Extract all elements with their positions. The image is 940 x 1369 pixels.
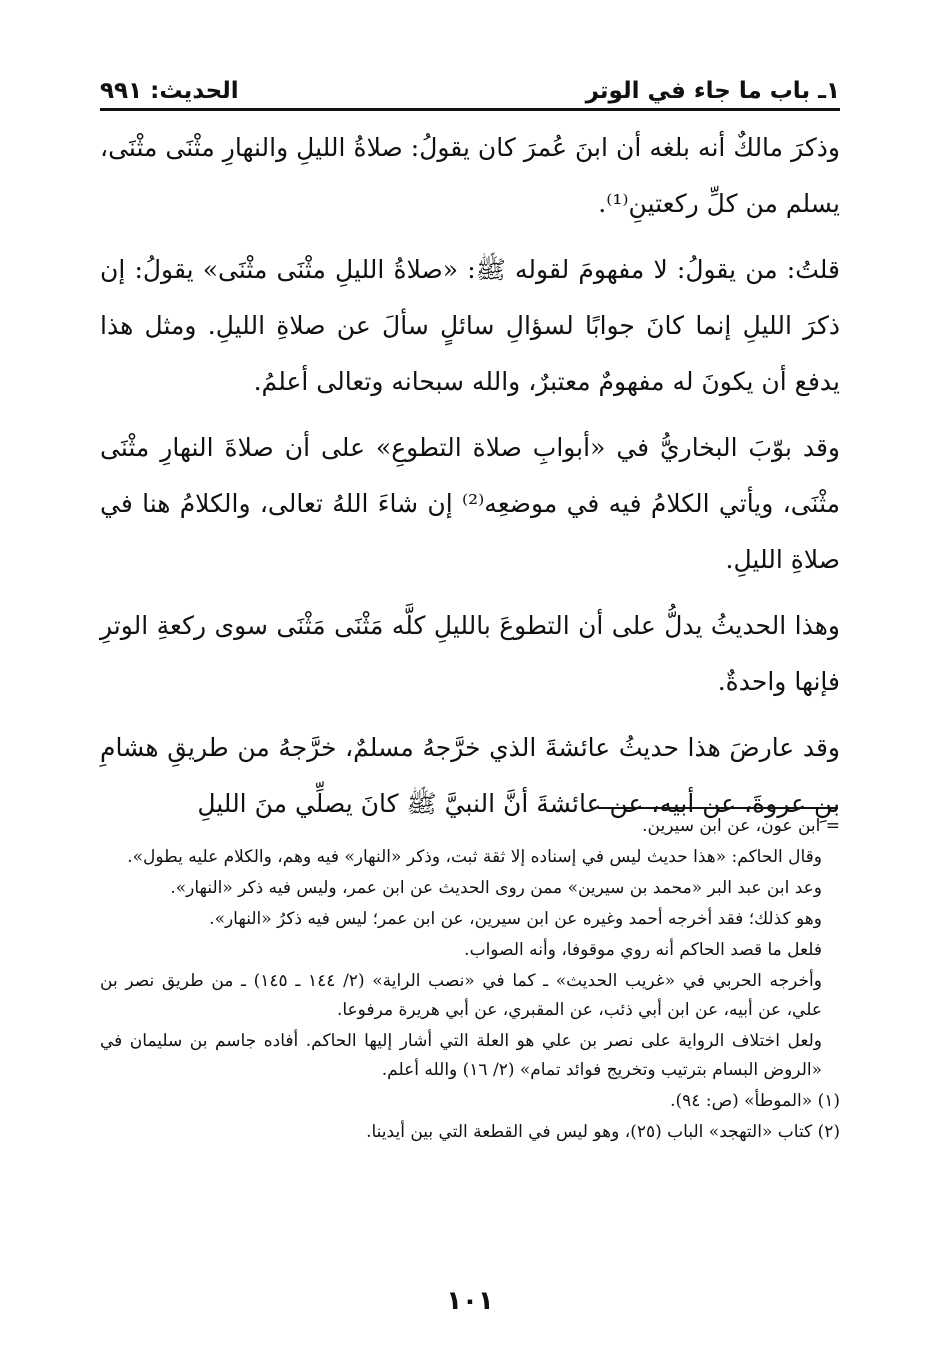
footnote-line: وأخرجه الحربي في «غريب الحديث» ـ كما في «نصب الراية» (٢/ ١٤٤ ـ ١٤٥) ـ من طريق نصر بن علي، عن أبيه، عن ابن أبي ذئب، عن المقبري، عن أبي هريرة مرفوعا. xyxy=(100,971,822,1020)
chapter-title: ١ـ باب ما جاء في الوتر xyxy=(585,78,840,104)
footnote-line: ولعل اختلاف الرواية على نصر بن علي هو العلة التي أشار إليها الحاكم. أفاده جاسم بن سليمان في «الروض البسام بترتيب وتخريج فوائد تمام» (٢/ ١٦) والله أعلم. xyxy=(100,1031,822,1080)
footnote-line: = ابن عون، عن ابن سيرين. xyxy=(642,816,840,836)
paragraph: وذكرَ مالكٌ أنه بلغه أن ابنَ عُمرَ كان يقولُ: صلاةُ الليلِ والنهارِ مثْنَى مثْنَى، يسلم من كلِّ ركعتينِ⁽¹⁾. xyxy=(100,133,840,218)
main-text xyxy=(100,120,840,842)
hadith-number: الحديث: ٩٩١ xyxy=(100,78,239,104)
footnote-line: وهو كذلك؛ فقد أخرجه أحمد وغيره عن ابن سيرين، عن ابن عمر؛ ليس فيه ذكرُ «النهار». xyxy=(209,909,822,929)
footnote-separator xyxy=(598,807,838,809)
paragraph: قلتُ: من يقولُ: لا مفهومَ لقوله ﷺ: «صلاةُ الليلِ مثْنَى مثْنَى» يقولُ: إن ذكرَ الليلِ إنما كانَ جوابًا لسؤالِ سائلٍ سألَ عن صلاةِ الليلِ. ومثل هذا يدفع أن يكونَ له مفهومٌ معتبرٌ، والله سبحانه وتعالى أعلمُ. xyxy=(100,255,840,396)
footnote-line: (٢) كتاب «التهجد» الباب (٢٥)، وهو ليس في القطعة التي بين أيدينا. xyxy=(366,1122,840,1142)
running-header xyxy=(100,70,840,111)
footnote-line: وقال الحاكم: «هذا حديث ليس في إسناده إلا ثقة ثبت، وذكر «النهار» فيه وهم، والكلام عليه يطول». xyxy=(127,847,822,867)
footnote-line: فلعل ما قصد الحاكم أنه روي موقوفا، وأنه الصواب. xyxy=(464,940,822,960)
paragraph: وقد عارضَ هذا حديثُ عائشةَ الذي خرَّجهُ مسلمٌ، خرَّجهُ من طريقِ هشامِ بنِ عروةَ، عن أبيه، عن عائشةَ أنَّ النبيَّ ﷺ كانَ يصلِّي منَ الليلِ xyxy=(100,733,840,818)
page-number: ١٠١ xyxy=(446,1286,494,1316)
paragraph: وقد بوّبَ البخاريُّ في «أبوابِ صلاة التطوعِ» على أن صلاةَ النهارِ مثْنَى مثْنَى، ويأتي الكلامُ فيه في موضعِه⁽²⁾ إن شاءَ اللهُ تعالى، والكلامُ هنا في صلاةِ الليلِ. xyxy=(100,433,841,574)
footnote-line: (١) «الموطأ» (ص: ٩٤). xyxy=(670,1091,840,1111)
footnote-line: وعد ابن عبد البر «محمد بن سيرين» ممن روى الحديث عن ابن عمر، وليس فيه ذكر «النهار». xyxy=(170,878,822,898)
paragraph: وهذا الحديثُ يدلُّ على أن التطوعَ بالليلِ كلَّه مَثْنَى مَثْنَى سوى ركعةِ الوترِ فإنها واحدةٌ. xyxy=(100,611,840,696)
footnotes xyxy=(100,812,840,1149)
